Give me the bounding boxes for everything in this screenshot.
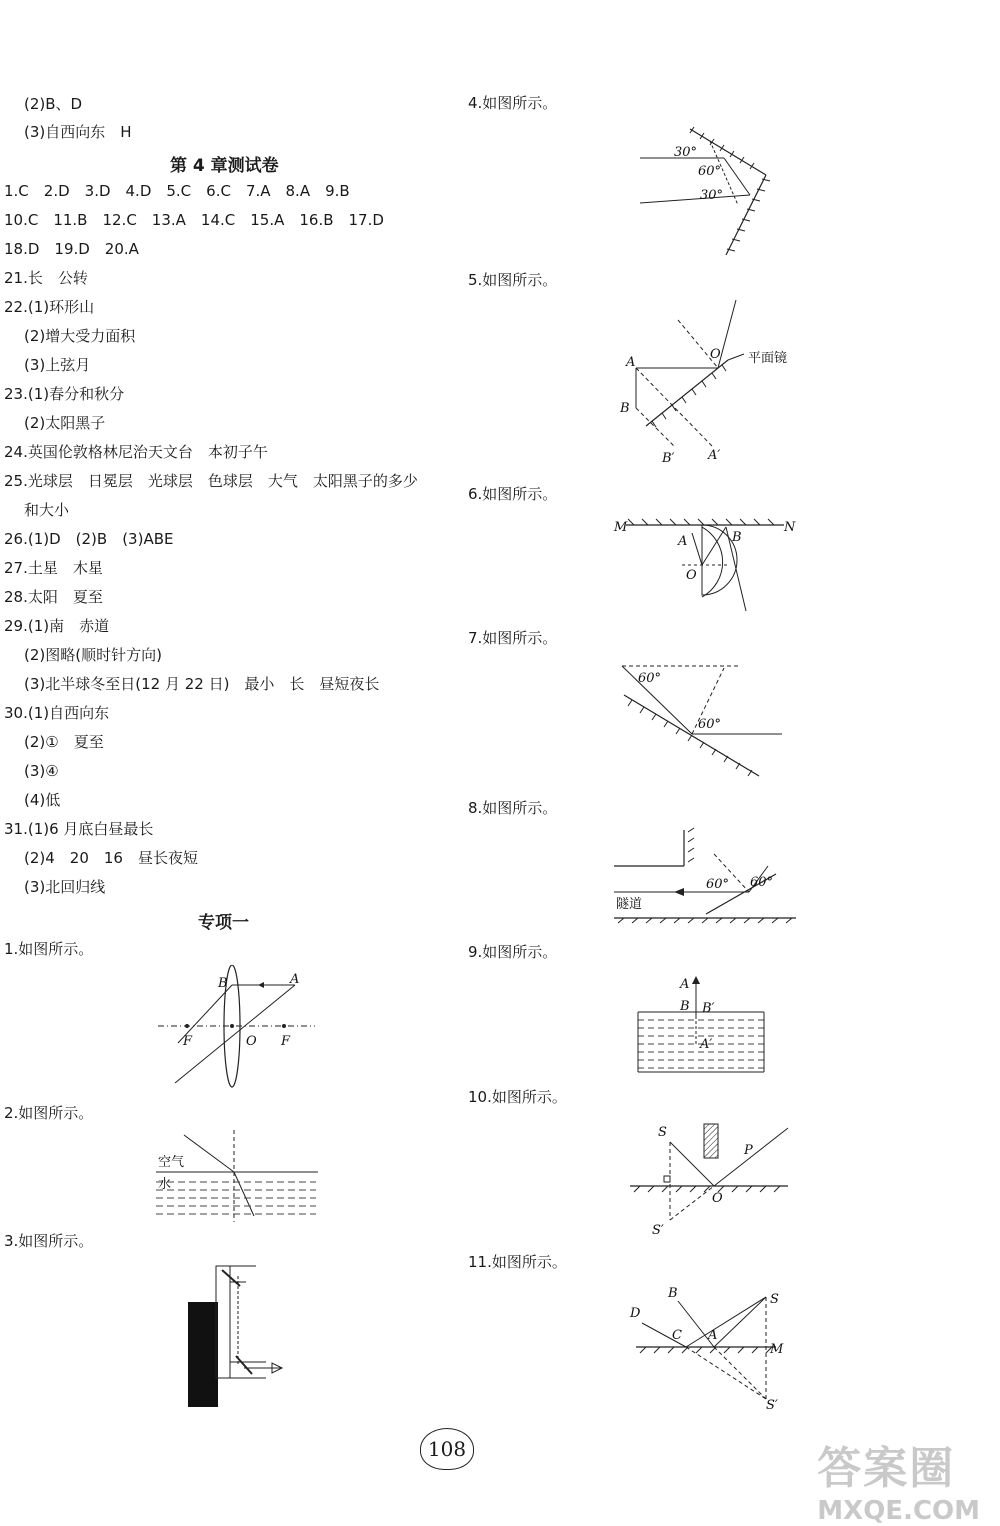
svg-text:B: B [732,530,742,545]
figure-refraction [156,1130,321,1225]
svg-text:A: A [626,355,636,370]
figure-point-source [628,1120,793,1245]
answer-line: 30.(1)自西向东 [4,704,110,722]
question-2: 2.如图所示。 [4,1104,94,1122]
svg-text:A: A [290,972,300,987]
svg-text:C: C [672,1328,682,1343]
svg-text:平面镜: 平面镜 [748,351,788,366]
svg-text:S: S [658,1125,667,1140]
question-9: 9.如图所示。 [468,943,558,961]
svg-text:M: M [770,1342,784,1357]
question-10: 10.如图所示。 [468,1088,567,1106]
figure-water-image [636,972,771,1074]
svg-text:O: O [246,1034,257,1049]
answer-line: 24.英国伦敦格林尼治天文台 本初子午 [4,443,268,461]
answer-line: (3)自西向东 H [24,123,132,141]
svg-text:S: S [770,1292,779,1307]
answer-line: 21.长 公转 [4,269,88,287]
answer-line: 22.(1)环形山 [4,298,95,316]
question-4: 4.如图所示。 [468,94,558,112]
svg-text:水: 水 [158,1177,172,1192]
answer-line: 28.太阳 夏至 [4,588,103,606]
answer-line: (3)北半球冬至日(12 月 22 日) 最小 长 昼短夜长 [24,675,380,693]
svg-text:B: B [680,999,690,1014]
svg-text:O: O [712,1191,723,1206]
question-5: 5.如图所示。 [468,271,558,289]
question-8: 8.如图所示。 [468,799,558,817]
question-1: 1.如图所示。 [4,940,94,958]
svg-text:60°: 60° [706,877,730,892]
answer-line: 27.土星 木星 [4,559,103,577]
figure-semicircle [612,515,797,620]
figure-plane-mirror [616,296,801,466]
answer-line: (2)图略(顺时针方向) [24,646,162,664]
svg-text:A: A [680,977,690,992]
answer-line: (2)太阳黑子 [24,414,106,432]
figure-periscope [186,1262,291,1410]
answer-line: 和大小 [24,501,70,519]
svg-text:O: O [710,347,721,362]
answer-line: (2)① 夏至 [24,733,104,751]
answer-line: (4)低 [24,791,61,809]
answer-line: (3)④ [24,762,59,780]
figure-two-rays [626,1283,791,1413]
answer-line: 18.D 19.D 20.A [4,240,139,258]
svg-text:N: N [784,520,796,535]
answer-line: 26.(1)D (2)B (3)ABE [4,530,174,548]
answer-line: (3)上弦月 [24,356,91,374]
svg-text:S′: S′ [766,1398,778,1413]
svg-text:空气: 空气 [158,1155,185,1170]
answer-line: (2)B、D [24,95,83,113]
svg-text:60°: 60° [698,717,722,732]
watermark: 答案圈 MXQE.COM [817,1443,980,1526]
question-7: 7.如图所示。 [468,629,558,647]
svg-text:F: F [281,1034,291,1049]
svg-text:F: F [183,1034,193,1049]
svg-text:A: A [678,534,688,549]
figure-mirror-corner [638,125,788,260]
answer-line: 10.C 11.B 12.C 13.A 14.C 15.A 16.B 17.D [4,211,384,229]
svg-text:60°: 60° [750,875,774,890]
svg-text:D: D [630,1306,641,1321]
question-6: 6.如图所示。 [468,485,558,503]
svg-text:B′: B′ [702,1001,715,1016]
answer-line: 25.光球层 日冕层 光球层 色球层 大气 太阳黑子的多少 [4,472,418,490]
svg-text:30°: 30° [674,145,698,160]
answer-line: 23.(1)春分和秋分 [4,385,125,403]
answer-line: 29.(1)南 赤道 [4,617,110,635]
answer-line: (2)增大受力面积 [24,327,136,345]
page-number: 108 [420,1428,474,1470]
svg-text:隧道: 隧道 [616,897,643,912]
svg-text:A: A [708,1328,718,1343]
answer-line: (3)北回归线 [24,878,106,896]
svg-text:B: B [218,976,228,991]
svg-text:A′: A′ [700,1037,713,1052]
svg-text:O: O [686,568,697,583]
svg-text:A′: A′ [708,448,721,463]
answer-line: 31.(1)6 月底白昼最长 [4,820,154,838]
chapter4-title: 第 4 章测试卷 [170,156,279,176]
figure-tunnel [614,826,799,926]
svg-text:B: B [620,401,630,416]
figure-lens [150,965,320,1095]
figure-inclined-mirror [614,660,789,785]
question-11: 11.如图所示。 [468,1253,567,1271]
svg-text:B: B [668,1286,678,1301]
special-title: 专项一 [198,913,249,933]
svg-text:60°: 60° [698,164,722,179]
svg-text:M: M [614,520,628,535]
answer-line: (2)4 20 16 昼长夜短 [24,849,198,867]
svg-text:B′: B′ [662,451,675,466]
svg-text:P: P [744,1143,753,1158]
svg-text:S′: S′ [652,1223,664,1238]
answer-line: 1.C 2.D 3.D 4.D 5.C 6.C 7.A 8.A 9.B [4,182,350,200]
svg-text:30°: 30° [700,188,724,203]
svg-text:60°: 60° [638,671,662,686]
question-3: 3.如图所示。 [4,1232,94,1250]
